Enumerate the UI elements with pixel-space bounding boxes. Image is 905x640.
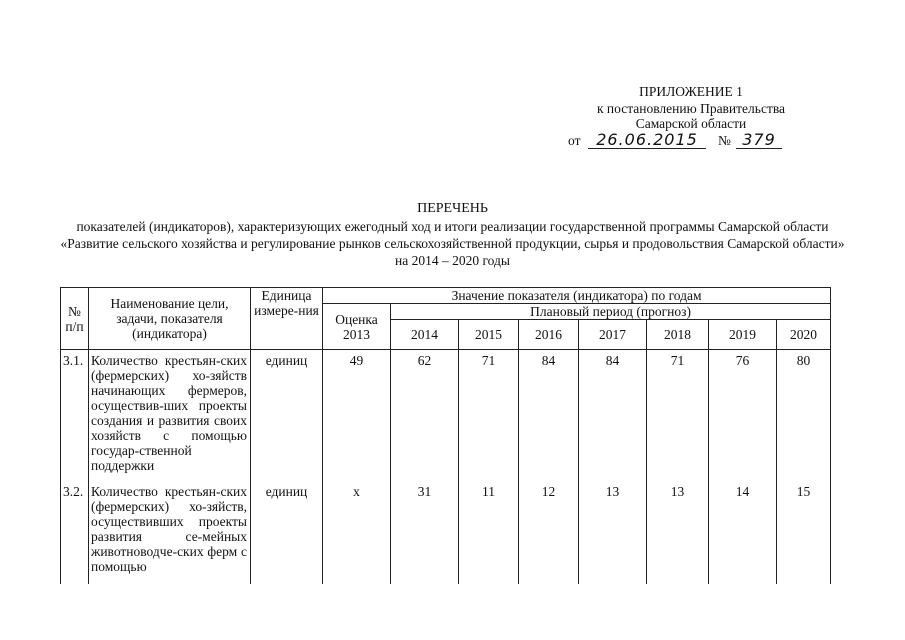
row-value: 71 <box>647 350 709 482</box>
header-unit: Единица измере-ния <box>251 288 323 350</box>
row-value: 84 <box>579 350 647 482</box>
row-name: Количество крестьян-ских (фермерских) хо-зяйств, осуществивших проекты развития се-мейных животноводче-ских ферм с помощью <box>89 481 251 584</box>
row-value: 12 <box>519 481 579 584</box>
handwritten-date: 26.06.2015 <box>588 131 706 149</box>
row-value: 13 <box>579 481 647 584</box>
header-plan-period: Плановый период (прогноз) <box>391 304 831 320</box>
table-row <box>61 481 831 584</box>
appendix-date-number-line <box>568 131 828 151</box>
document-title: ПЕРЕЧЕНЬ <box>417 201 488 216</box>
header-values-group: Значение показателя (индикатора) по годам <box>323 288 831 304</box>
header-year: 2014 <box>391 320 459 350</box>
appendix-region-line: Самарской области <box>635 116 747 131</box>
row-value: 71 <box>459 350 519 482</box>
row-num: 3.2. <box>61 481 89 584</box>
row-name: Количество крестьян-ских (фермерских) хо-зяйств начинающих фермеров, осуществив-ших проекты создания и развития своих хозяйств с помощью государ-ственной поддержки <box>89 350 251 482</box>
row-unit: единиц <box>251 481 323 584</box>
row-estimate: 49 <box>323 350 391 482</box>
number-prefix: № <box>718 133 731 148</box>
row-value: 76 <box>709 350 777 482</box>
row-value: 84 <box>519 350 579 482</box>
row-value: 11 <box>459 481 519 584</box>
header-estimate: Оценка 2013 <box>323 304 391 350</box>
header-year: 2015 <box>459 320 519 350</box>
header-year: 2018 <box>647 320 709 350</box>
header-year: 2020 <box>777 320 831 350</box>
header-year: 2017 <box>579 320 647 350</box>
row-value: 62 <box>391 350 459 482</box>
row-num: 3.1. <box>61 350 89 482</box>
appendix-resolution-line: к постановлению Правительства <box>596 101 786 116</box>
table-row <box>61 350 831 482</box>
row-value: 13 <box>647 481 709 584</box>
date-prefix: от <box>568 133 581 148</box>
appendix-title: ПРИЛОЖЕНИЕ 1 <box>639 84 743 99</box>
header-num: № п/п <box>61 288 89 350</box>
row-value: 15 <box>777 481 831 584</box>
header-year: 2016 <box>519 320 579 350</box>
row-value: 31 <box>391 481 459 584</box>
header-name: Наименование цели, задачи, показателя (индикатора) <box>89 288 251 350</box>
row-value: 14 <box>709 481 777 584</box>
row-estimate: х <box>323 481 391 584</box>
header-year: 2019 <box>709 320 777 350</box>
row-unit: единиц <box>251 350 323 482</box>
document-subtitle: показателей (индикаторов), характеризующих ежегодный ход и итоги реализации государственной программы Самарской области «Развитие сельского хозяйства и регулирование рынков сельскохозяйственной продукции, сырья и продовольствия Самарской области» на 2014 – 2020 годы <box>60 219 845 268</box>
handwritten-number: 379 <box>736 131 782 149</box>
indicators-table <box>60 287 831 584</box>
row-value: 80 <box>777 350 831 482</box>
